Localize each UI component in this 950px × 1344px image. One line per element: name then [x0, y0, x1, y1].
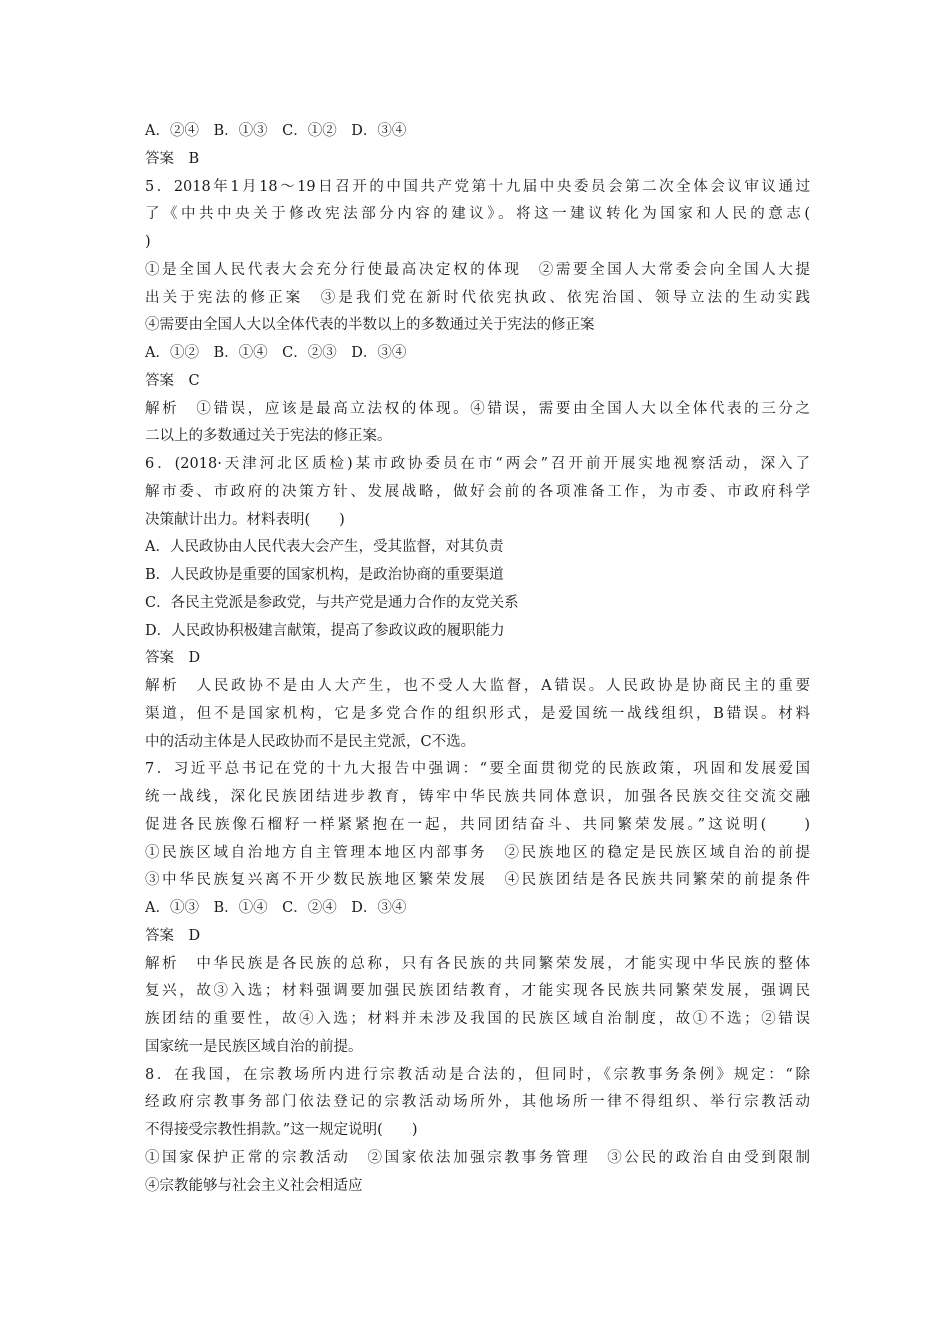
text-line: 复兴，故③入选；材料强调要加强民族团结教育，才能实现各民族共同繁荣发展，强调民: [145, 983, 810, 1000]
text-line: 族团结的重要性，故④入选；材料并未涉及我国的民族区域自治制度，故①不选；②错误: [145, 1011, 810, 1027]
text-line: 解析 中华民族是各民族的总称，只有各民族的共同繁荣发展，才能实现中华民族的整体: [145, 955, 810, 972]
text-line: 解析 ①错误，应该是最高立法权的体现。④错误，需要由全国人大以全体代表的三分之: [145, 400, 810, 417]
text-line: ): [145, 234, 151, 250]
text-line: D．人民政协积极建言献策，提高了参政议政的履职能力: [145, 622, 505, 639]
text-line: 5．2018年1月18～19日召开的中国共产党第十九届中央委员会第二次全体会议审议通过: [145, 178, 810, 195]
text-line: 渠道，但不是国家机构，它是多党合作的组织形式，是爱国统一战线组织，B错误。材料: [145, 705, 810, 722]
text-line: 国家统一是民族区域自治的前提。: [145, 1038, 363, 1055]
text-line: A．②④ B．①③ C．①② D．③④: [145, 123, 407, 139]
text-line: 决策献计出力。材料表明( ): [145, 511, 345, 528]
text-line: A．①② B．①④ C．②③ D．③④: [145, 345, 407, 361]
text-line: 6．(2018·天津河北区质检)某市政协委员在市“两会”召开前开展实地视察活动，深入了: [145, 456, 810, 472]
text-line: 8．在我国，在宗教场所内进行宗教活动是合法的，但同时，《宗教事务条例》规定：“除: [145, 1066, 810, 1083]
text-line: 促进各民族像石榴籽一样紧紧抱在一起，共同团结奋斗、共同繁荣发展。”这说明( ): [145, 816, 810, 833]
text-line: 解析 人民政协不是由人大产生，也不受人大监督，A错误。人民政协是协商民主的重要: [145, 678, 810, 694]
text-line: 解市委、市政府的决策方针、发展战略，做好会前的各项准备工作，为市委、市政府科学: [145, 483, 810, 500]
text-line: ①民族区域自治地方自主管理本地区内部事务 ②民族地区的稳定是民族区域自治的前提: [145, 844, 810, 861]
text-line: 了《中共中央关于修改宪法部分内容的建议》。将这一建议转化为国家和人民的意志(: [145, 206, 810, 223]
text-line: 统一战线，深化民族团结进步教育，铸牢中华民族共同体意识，加强各民族交往交流交融: [145, 789, 810, 805]
text-line: 中的活动主体是人民政协而不是民主党派，C不选。: [145, 733, 476, 750]
text-line: 答案 D: [145, 650, 201, 667]
text-line: A．人民政协由人民代表大会产生，受其监督，对其负责: [145, 539, 504, 556]
text-line: ①是全国人民代表大会充分行使最高决定权的体现 ②需要全国人大常委会向全国人大提: [145, 261, 810, 278]
text-line: ①国家保护正常的宗教活动 ②国家依法加强宗教事务管理 ③公民的政治自由受到限制: [145, 1149, 810, 1166]
text-line: 答案 C: [145, 372, 200, 389]
document-body: [145, 118, 810, 1200]
text-line: 经政府宗教事务部门依法登记的宗教活动场所外，其他场所一律不得组织、举行宗教活动: [145, 1094, 810, 1111]
text-line: ④需要由全国人大以全体代表的半数以上的多数通过关于宪法的修正案: [145, 317, 595, 334]
text-line: 不得接受宗教性捐款。”这一规定说明( ): [145, 1122, 418, 1138]
text-line: C．各民主党派是参政党，与共产党是通力合作的友党关系: [145, 594, 519, 611]
text-line: 7．习近平总书记在党的十九大报告中强调：“要全面贯彻党的民族政策，巩固和发展爱国: [145, 761, 810, 778]
text-line: 二以上的多数通过关于宪法的修正案。: [145, 428, 392, 445]
text-line: ③中华民族复兴离不开少数民族地区繁荣发展 ④民族团结是各民族共同繁荣的前提条件: [145, 872, 810, 889]
text-line: A．①③ B．①④ C．②④ D．③④: [145, 900, 407, 916]
text-line: 出关于宪法的修正案 ③是我们党在新时代依宪执政、依宪治国、领导立法的生动实践: [145, 289, 810, 306]
text-line: ④宗教能够与社会主义社会相适应: [145, 1177, 363, 1194]
text-line: 答案 D: [145, 927, 201, 944]
text-line: B．人民政协是重要的国家机构，是政治协商的重要渠道: [145, 567, 504, 583]
text-line: 答案 B: [145, 150, 200, 167]
